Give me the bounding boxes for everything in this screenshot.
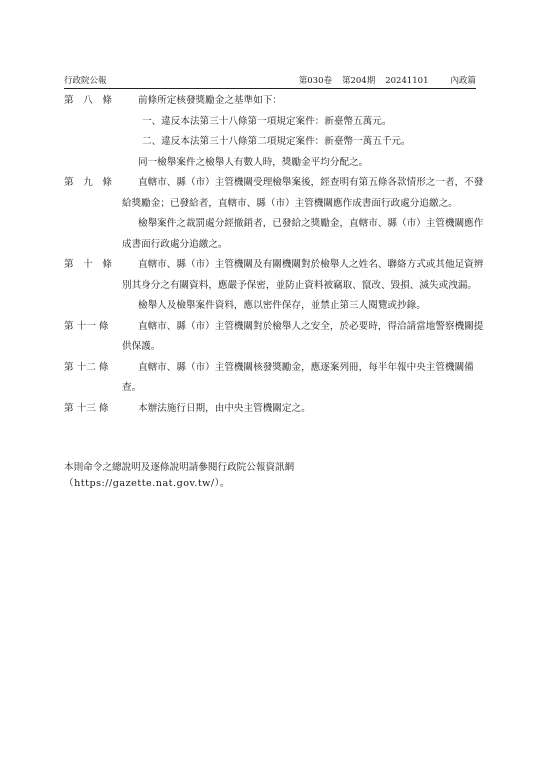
article-label: 第 十二 條 [64, 361, 109, 373]
article-paragraph: 檢舉案件之裁罰處分經撤銷者，已發給之獎勵金，直轄市、縣（市）主管機關應作成書面行政處分追繳之。 [122, 218, 484, 250]
article-10 [64, 255, 484, 317]
article-paragraph: 直轄市、縣（市）主管機關對於檢舉人之安全，於必要時，得洽請當地警察機關提供保護。 [122, 320, 484, 352]
gazette-link[interactable]: （https://gazette.nat.gov.tw/）。 [64, 478, 231, 489]
issue-info [289, 74, 476, 88]
article-paragraph: 直轄市、縣（市）主管機關受理檢舉案後，經查明有第五條各款情形之一者，不發給獎勵金；已發給者，直轄市、縣（市）主管機關應作成書面行政處分追繳之。 [122, 177, 484, 209]
article-12 [64, 358, 484, 399]
article-paragraph: 直轄市、縣（市）主管機關及有關機關對於檢舉人之姓名、聯絡方式或其他足資辨別其身分之有關資料，應嚴予保密，並防止資料被竊取、竄改、毀損、滅失或洩漏。 [122, 259, 484, 291]
section-label: 內政篇 [450, 76, 476, 86]
article-item: 二、違反本法第三十八條第二項規定案件：新臺幣一萬五千元。 [142, 136, 411, 147]
article-8 [64, 91, 484, 173]
article-paragraph: 檢舉人及檢舉案件資料，應以密件保存，並禁止第三人閱覽或抄錄。 [138, 300, 426, 311]
article-label: 第 九 條 [64, 177, 112, 188]
explanation-note [64, 460, 484, 492]
header-rule [64, 88, 476, 89]
article-item: 一、違反本法第三十八條第一項規定案件：新臺幣五萬元。 [142, 115, 392, 127]
article-label: 第 十 條 [64, 259, 112, 270]
article-13 [64, 399, 484, 420]
article-paragraph: 前條所定核發獎勵金之基準如下： [138, 95, 282, 106]
article-11 [64, 317, 484, 358]
article-paragraph: 直轄市、縣（市）主管機關核發獎勵金，應逐案列冊，每半年報中央主管機關備查。 [122, 361, 474, 393]
article-label: 第 十三 條 [64, 402, 109, 414]
issue-label: 第204期 [341, 76, 376, 86]
article-label: 第 八 條 [64, 95, 112, 106]
page-header [64, 74, 476, 88]
regulation-body [64, 91, 484, 419]
publication-name: 行政院公報 [64, 76, 107, 86]
volume-label: 第030卷 [298, 76, 332, 86]
article-paragraph: 本辦法施行日期，由中央主管機關定之。 [138, 402, 311, 414]
article-label: 第 十一 條 [64, 320, 109, 332]
date-label: 20241101 [385, 76, 429, 86]
article-9 [64, 173, 484, 255]
note-text: 本則命令之總說明及逐條說明請參閱行政院公報資訊網 [64, 462, 295, 473]
article-paragraph: 同一檢舉案件之檢舉人有數人時，獎勵金平均分配之。 [138, 156, 369, 168]
